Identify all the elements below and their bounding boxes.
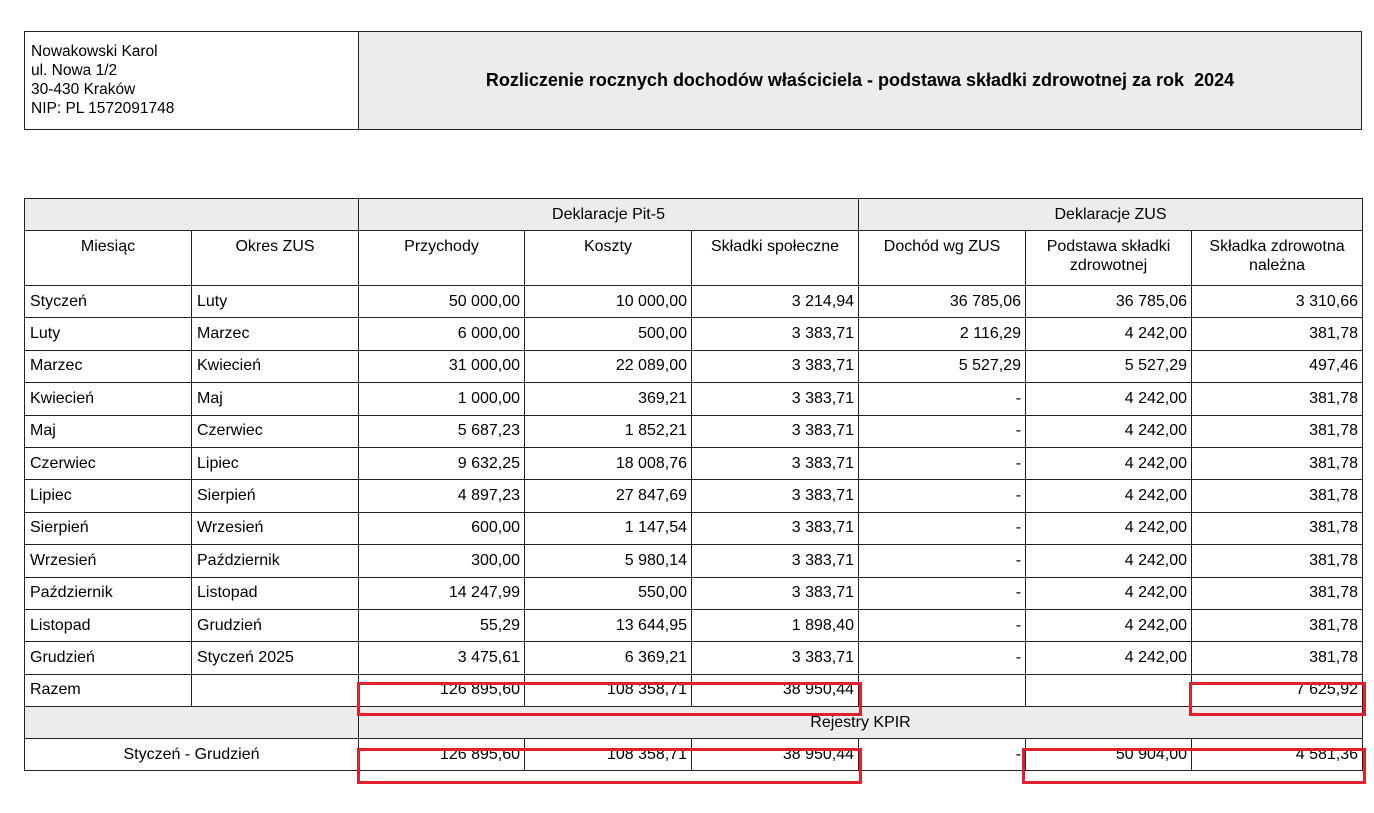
- cell-dochod-zus: 36 785,06: [859, 286, 1026, 318]
- totals-skladki-spoleczne: 38 950,44: [692, 674, 859, 706]
- cell-okres-zus: Maj: [192, 383, 359, 415]
- cell-dochod-zus: 2 116,29: [859, 318, 1026, 350]
- owner-city: 30-430 Kraków: [31, 81, 136, 98]
- totals-dochod-empty: [859, 674, 1026, 706]
- cell-skladki-spoleczne: 3 383,71: [692, 350, 859, 382]
- cell-koszty: 369,21: [525, 383, 692, 415]
- cell-okres-zus: Wrzesień: [192, 512, 359, 544]
- cell-miesiac: Marzec: [25, 350, 192, 382]
- cell-dochod-zus: -: [859, 512, 1026, 544]
- cell-przychody: 6 000,00: [359, 318, 525, 350]
- cell-dochod-zus: -: [859, 545, 1026, 577]
- cell-miesiac: Styczeń: [25, 286, 192, 318]
- cell-miesiac: Październik: [25, 577, 192, 609]
- cell-skladka-zdrowotna: 381,78: [1192, 480, 1363, 512]
- col-dochod-zus: Dochód wg ZUS: [859, 231, 1026, 286]
- report-header: [24, 31, 1362, 130]
- kpir-przychody: 126 895,60: [359, 739, 525, 771]
- cell-koszty: 22 089,00: [525, 350, 692, 382]
- table-row: [25, 350, 1363, 382]
- cell-podstawa: 4 242,00: [1026, 609, 1192, 641]
- cell-koszty: 5 980,14: [525, 545, 692, 577]
- table-row: [25, 447, 1363, 479]
- cell-skladki-spoleczne: 3 383,71: [692, 512, 859, 544]
- cell-skladki-spoleczne: 3 383,71: [692, 545, 859, 577]
- cell-okres-zus: Listopad: [192, 577, 359, 609]
- cell-miesiac: Grudzień: [25, 642, 192, 674]
- table-row: [25, 545, 1363, 577]
- cell-okres-zus: Sierpień: [192, 480, 359, 512]
- cell-skladka-zdrowotna: 381,78: [1192, 545, 1363, 577]
- totals-podstawa-empty: [1026, 674, 1192, 706]
- cell-skladki-spoleczne: 1 898,40: [692, 609, 859, 641]
- kpir-header-empty: [25, 707, 359, 739]
- cell-koszty: 6 369,21: [525, 642, 692, 674]
- cell-miesiac: Maj: [25, 415, 192, 447]
- cell-przychody: 1 000,00: [359, 383, 525, 415]
- table-row: [25, 480, 1363, 512]
- cell-przychody: 14 247,99: [359, 577, 525, 609]
- kpir-label: Styczeń - Grudzień: [25, 739, 359, 771]
- cell-skladki-spoleczne: 3 383,71: [692, 480, 859, 512]
- cell-przychody: 55,29: [359, 609, 525, 641]
- cell-skladki-spoleczne: 3 383,71: [692, 318, 859, 350]
- cell-dochod-zus: -: [859, 609, 1026, 641]
- table-row: [25, 383, 1363, 415]
- kpir-dochod: -: [859, 739, 1026, 771]
- kpir-skladka-zdrowotna: 4 581,36: [1192, 739, 1363, 771]
- cell-przychody: 600,00: [359, 512, 525, 544]
- cell-koszty: 18 008,76: [525, 447, 692, 479]
- settlement-table: [24, 198, 1363, 771]
- cell-miesiac: Kwiecień: [25, 383, 192, 415]
- cell-skladka-zdrowotna: 3 310,66: [1192, 286, 1363, 318]
- cell-okres-zus: Lipiec: [192, 447, 359, 479]
- cell-koszty: 27 847,69: [525, 480, 692, 512]
- cell-podstawa: 4 242,00: [1026, 415, 1192, 447]
- column-header-row: [25, 231, 1363, 286]
- table-row: [25, 642, 1363, 674]
- owner-street: ul. Nowa 1/2: [31, 62, 118, 79]
- cell-skladka-zdrowotna: 381,78: [1192, 415, 1363, 447]
- cell-okres-zus: Październik: [192, 545, 359, 577]
- cell-skladki-spoleczne: 3 383,71: [692, 447, 859, 479]
- report-title: [359, 32, 1361, 129]
- cell-podstawa: 4 242,00: [1026, 447, 1192, 479]
- cell-skladka-zdrowotna: 381,78: [1192, 642, 1363, 674]
- cell-miesiac: Lipiec: [25, 480, 192, 512]
- kpir-skladki-spoleczne: 38 950,44: [692, 739, 859, 771]
- cell-koszty: 500,00: [525, 318, 692, 350]
- group-pit5: Deklaracje Pit-5: [359, 199, 859, 231]
- cell-podstawa: 4 242,00: [1026, 577, 1192, 609]
- totals-label: Razem: [25, 674, 192, 706]
- cell-przychody: 50 000,00: [359, 286, 525, 318]
- cell-dochod-zus: -: [859, 383, 1026, 415]
- cell-dochod-zus: -: [859, 480, 1026, 512]
- cell-miesiac: Sierpień: [25, 512, 192, 544]
- cell-miesiac: Luty: [25, 318, 192, 350]
- cell-podstawa: 4 242,00: [1026, 383, 1192, 415]
- cell-skladka-zdrowotna: 381,78: [1192, 512, 1363, 544]
- cell-podstawa: 4 242,00: [1026, 512, 1192, 544]
- totals-skladka-zdrowotna: 7 625,92: [1192, 674, 1363, 706]
- cell-podstawa: 4 242,00: [1026, 545, 1192, 577]
- cell-miesiac: Listopad: [25, 609, 192, 641]
- col-skladki-spoleczne: Składki społeczne: [692, 231, 859, 286]
- cell-dochod-zus: -: [859, 415, 1026, 447]
- cell-przychody: 3 475,61: [359, 642, 525, 674]
- cell-podstawa: 4 242,00: [1026, 318, 1192, 350]
- owner-info: [25, 32, 359, 129]
- kpir-row: [25, 739, 1363, 771]
- table-row: [25, 415, 1363, 447]
- cell-podstawa: 5 527,29: [1026, 350, 1192, 382]
- group-header-row: [25, 199, 1363, 231]
- totals-row: [25, 674, 1363, 706]
- cell-miesiac: Czerwiec: [25, 447, 192, 479]
- owner-nip: NIP: PL 1572091748: [31, 100, 175, 117]
- kpir-header-row: [25, 707, 1363, 739]
- cell-skladka-zdrowotna: 381,78: [1192, 318, 1363, 350]
- col-okres-zus: Okres ZUS: [192, 231, 359, 286]
- cell-okres-zus: Czerwiec: [192, 415, 359, 447]
- cell-skladki-spoleczne: 3 383,71: [692, 642, 859, 674]
- cell-skladka-zdrowotna: 497,46: [1192, 350, 1363, 382]
- cell-skladka-zdrowotna: 381,78: [1192, 447, 1363, 479]
- table-row: [25, 512, 1363, 544]
- cell-dochod-zus: -: [859, 447, 1026, 479]
- owner-name: Nowakowski Karol: [31, 43, 158, 60]
- cell-skladki-spoleczne: 3 383,71: [692, 415, 859, 447]
- report-year: 2024: [1194, 70, 1235, 90]
- table-row: [25, 577, 1363, 609]
- cell-skladka-zdrowotna: 381,78: [1192, 577, 1363, 609]
- kpir-koszty: 108 358,71: [525, 739, 692, 771]
- cell-skladka-zdrowotna: 381,78: [1192, 609, 1363, 641]
- cell-koszty: 550,00: [525, 577, 692, 609]
- cell-dochod-zus: -: [859, 577, 1026, 609]
- cell-przychody: 4 897,23: [359, 480, 525, 512]
- totals-koszty: 108 358,71: [525, 674, 692, 706]
- table-row: [25, 318, 1363, 350]
- cell-okres-zus: Styczeń 2025: [192, 642, 359, 674]
- cell-podstawa: 4 242,00: [1026, 642, 1192, 674]
- cell-okres-zus: Grudzień: [192, 609, 359, 641]
- totals-empty: [192, 674, 359, 706]
- cell-skladka-zdrowotna: 381,78: [1192, 383, 1363, 415]
- table-row: [25, 286, 1363, 318]
- cell-podstawa: 4 242,00: [1026, 480, 1192, 512]
- group-header-empty: [25, 199, 359, 231]
- col-skladka-zdrowotna: Składka zdrowotna należna: [1192, 231, 1363, 286]
- cell-koszty: 13 644,95: [525, 609, 692, 641]
- cell-okres-zus: Marzec: [192, 318, 359, 350]
- kpir-podstawa: 50 904,00: [1026, 739, 1192, 771]
- cell-okres-zus: Kwiecień: [192, 350, 359, 382]
- cell-przychody: 5 687,23: [359, 415, 525, 447]
- cell-dochod-zus: -: [859, 642, 1026, 674]
- cell-skladki-spoleczne: 3 383,71: [692, 383, 859, 415]
- cell-skladki-spoleczne: 3 383,71: [692, 577, 859, 609]
- cell-miesiac: Wrzesień: [25, 545, 192, 577]
- group-zus: Deklaracje ZUS: [859, 199, 1363, 231]
- cell-podstawa: 36 785,06: [1026, 286, 1192, 318]
- col-koszty: Koszty: [525, 231, 692, 286]
- cell-przychody: 9 632,25: [359, 447, 525, 479]
- cell-koszty: 1 147,54: [525, 512, 692, 544]
- cell-okres-zus: Luty: [192, 286, 359, 318]
- col-przychody: Przychody: [359, 231, 525, 286]
- cell-przychody: 300,00: [359, 545, 525, 577]
- cell-koszty: 10 000,00: [525, 286, 692, 318]
- totals-przychody: 126 895,60: [359, 674, 525, 706]
- table-row: [25, 609, 1363, 641]
- cell-przychody: 31 000,00: [359, 350, 525, 382]
- cell-skladki-spoleczne: 3 214,94: [692, 286, 859, 318]
- group-kpir: Rejestry KPIR: [359, 707, 1363, 739]
- cell-koszty: 1 852,21: [525, 415, 692, 447]
- col-podstawa: Podstawa składki zdrowotnej: [1026, 231, 1192, 286]
- col-miesiac: Miesiąc: [25, 231, 192, 286]
- cell-dochod-zus: 5 527,29: [859, 350, 1026, 382]
- report-title-text: Rozliczenie rocznych dochodów właściciela - podstawa składki zdrowotnej za rok: [485, 70, 1185, 90]
